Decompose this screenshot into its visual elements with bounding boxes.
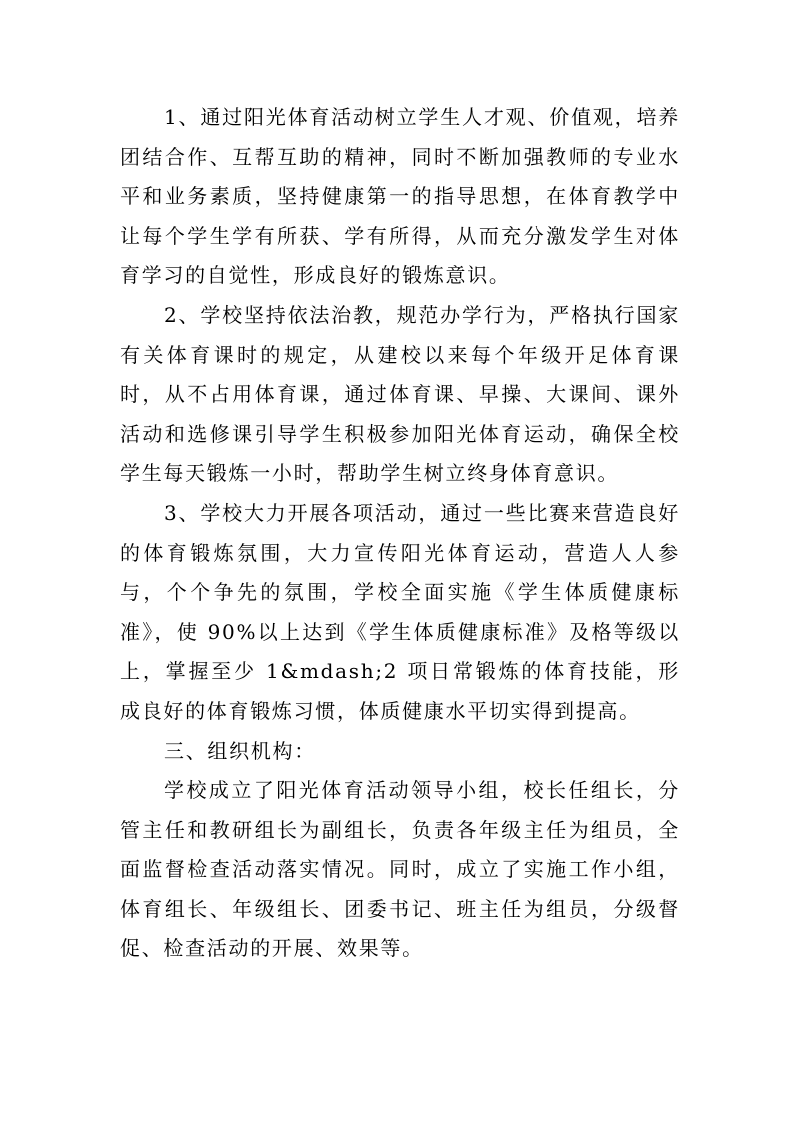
paragraph-goal-2: 2、学校坚持依法治教，规范办学行为，严格执行国家有关体育课时的规定，从建校以来每个年级开足体育课时，从不占用体育课，通过体育课、早操、大课间、课外活动和选修课引导学生积极参加阳光体育运动，确保全校学生每天锻炼一小时，帮助学生树立终身体育意识。 [120,302,680,486]
paragraph-goal-1: 1、通过阳光体育活动树立学生人才观、价值观，培养团结合作、互帮互助的精神，同时不断加强教师的专业水平和业务素质，坚持健康第一的指导思想，在体育教学中让每个学生学有所获、学有所得，从而充分激发学生对体育学习的自觉性，形成良好的锻炼意识。 [120,105,680,288]
paragraph-organization: 学校成立了阳光体育活动领导小组，校长任组长，分管主任和教研组长为副组长，负责各年级主任为组员，全面监督检查活动落实情况。同时，成立了实施工作小组，体育组长、年级组长、团委书记、班主任为组员，分级督促、检查活动的开展、效果等。 [120,778,680,961]
document-body [120,98,680,969]
section-heading-organization: 三、组织机构： [164,738,316,763]
paragraph-goal-3: 3、学校大力开展各项活动，通过一些比赛来营造良好的体育锻炼氛围，大力宣传阳光体育运动，营造人人参与，个个争先的氛围，学校全面实施《学生体质健康标准》，使 90%以上达到《学生体质健康标准》及格等级以上，掌握至少 1&mdash;2 项日常锻炼的体育技能，形成良好的体育锻炼习惯，体质健康水平切实得到提高。 [120,500,680,723]
